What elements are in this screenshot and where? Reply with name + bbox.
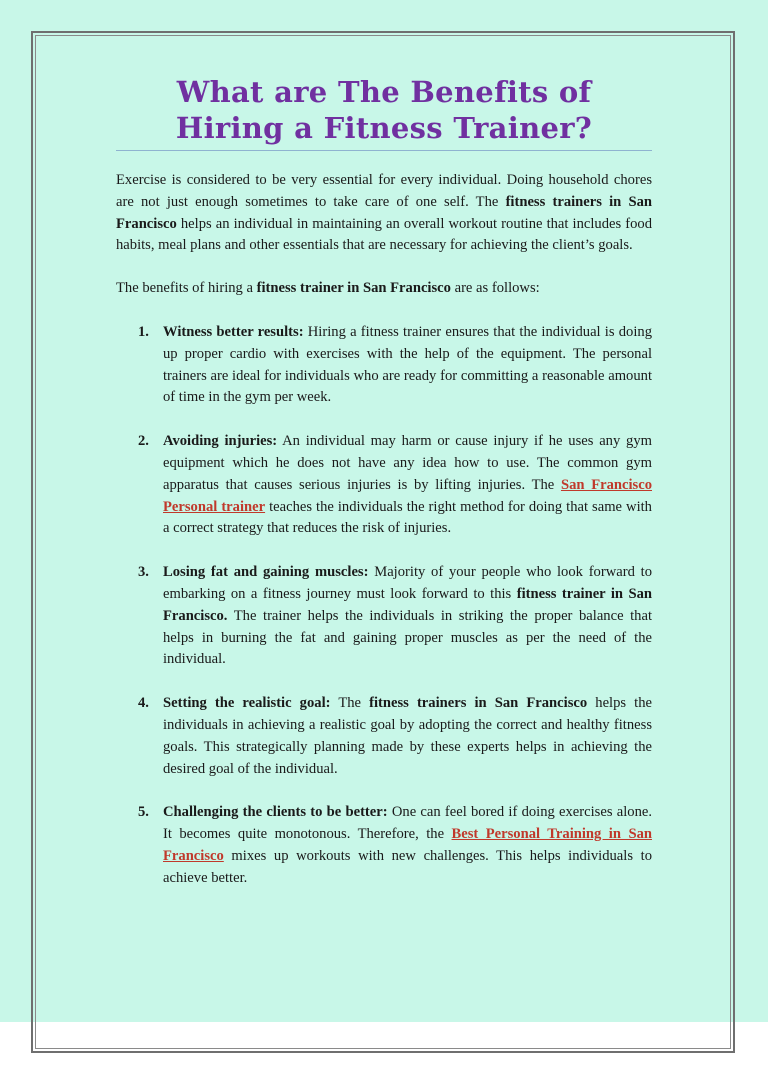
list-item-text: One can feel bored if doing exercises alone. It becomes quite monotonous. Therefore, the (163, 804, 652, 843)
document-body (116, 74, 652, 912)
intro-text-1: Exercise is considered to be very essential for every individual. Doing household chores are not just enough sometimes to take care of one self. The (116, 172, 652, 210)
list-number: 3. (138, 564, 149, 581)
san-francisco-personal-trainer-link[interactable]: San Francisco Personal trainer (163, 476, 652, 515)
benefits-list (116, 322, 652, 890)
list-number: 2. (138, 433, 149, 450)
list-item-heading: Avoiding injuries: (163, 433, 278, 450)
list-item-text: teaches the individuals the right method for doing that same with a correct strategy that reduces the risk of injuries. (163, 498, 652, 537)
list-item-heading: Setting the realistic goal: (163, 695, 331, 712)
lead-text-1: The benefits of hiring a (116, 280, 257, 297)
list-item-text: The trainer helps the individuals in striking the proper balance that helps in burning the fat and gaining proper muscles as per the need of the individual. (163, 607, 652, 668)
list-item-keyword: fitness trainers in San Francisco (369, 695, 588, 712)
list-number: 1. (138, 323, 149, 340)
list-item-text: Majority of your people who look forward to embarking on a fitness journey must look forward to this (163, 564, 652, 602)
lead-keyword: fitness trainer in San Francisco (256, 280, 451, 297)
title-line-1: What are The Benefits of (176, 75, 592, 109)
lead-text-2: are as follows: (450, 280, 540, 297)
intro-text-2: helps an individual in maintaining an overall workout routine that includes food habits, meal plans and other essentials that are necessary for achieving the client’s goals. (116, 215, 652, 254)
list-item-heading: Witness better results: (163, 323, 304, 340)
list-item (116, 693, 652, 780)
list-item (116, 562, 652, 671)
intro-paragraph (116, 170, 652, 257)
list-item-text: mixes up workouts with new challenges. This helps individuals to achieve better. (163, 847, 652, 886)
list-item (116, 431, 652, 540)
list-item (116, 802, 652, 889)
list-item-text: Hiring a fitness trainer ensures that the individual is doing up proper cardio with exercises with the help of the equipment. The personal trainers are ideal for individuals who are ready for committing a reasonable amount of time in the gym per week. (163, 323, 652, 406)
best-personal-training-link[interactable]: Best Personal Training in San Francisco (163, 826, 652, 864)
list-item-text: The (330, 695, 370, 712)
benefits-lead (116, 278, 652, 300)
document-title (116, 74, 652, 146)
list-number: 5. (138, 804, 149, 821)
intro-keyword: fitness trainers in San Francisco (116, 193, 653, 232)
list-number: 4. (138, 695, 149, 712)
list-item (116, 322, 652, 409)
list-item-text: helps the individuals in achieving a realistic goal by adopting the correct and healthy fitness goals. This strategically planning made by these experts helps in achieving the desired goal of the individual. (163, 695, 652, 777)
list-item-keyword: fitness trainer in San Francisco. (163, 585, 652, 624)
title-line-2: Hiring a Fitness Trainer? (175, 111, 593, 145)
list-item-text: An individual may harm or cause injury if he uses any gym equipment which he does not have any idea how to use. The common gym apparatus that causes serious injuries is by lifting injuries. The (163, 433, 652, 493)
list-item-heading: Challenging the clients to be better: (163, 804, 388, 821)
list-item-heading: Losing fat and gaining muscles: (163, 564, 369, 581)
title-underline (116, 150, 652, 151)
